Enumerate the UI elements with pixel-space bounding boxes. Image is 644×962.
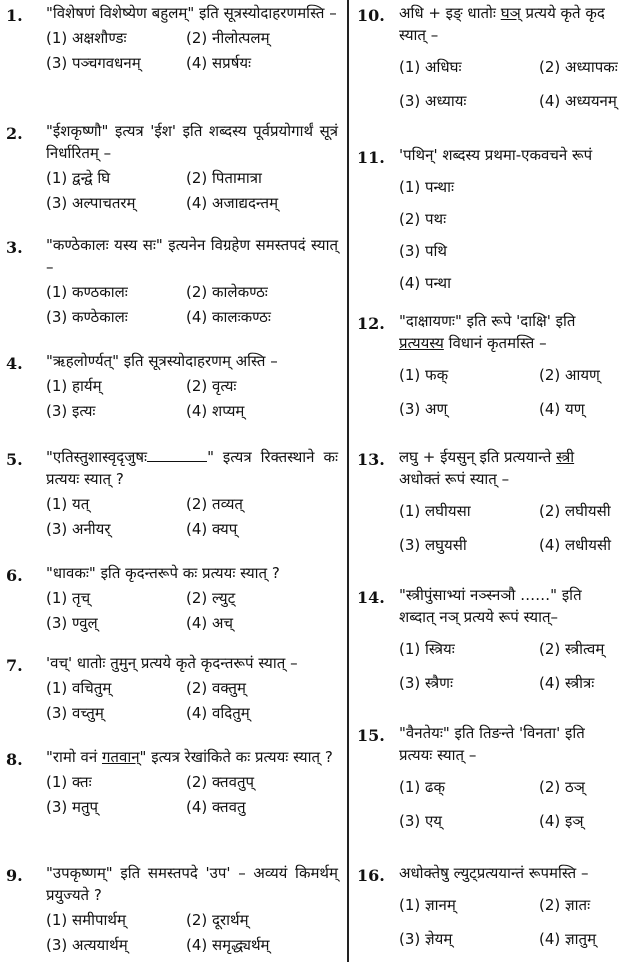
options — [399, 894, 644, 950]
option[interactable]: (2) वृत्यः — [186, 377, 237, 395]
stem-text: "एतिस्तुशास्वृदृजुषः — [46, 448, 148, 466]
options — [46, 167, 346, 214]
option[interactable]: (1) अधिघः — [399, 58, 462, 76]
question-12 — [351, 310, 644, 420]
question-number: 3. — [6, 238, 23, 257]
option[interactable]: (1) क्तः — [46, 773, 92, 791]
option[interactable]: (2) वक्तुम् — [186, 679, 246, 697]
option[interactable]: (3) स्त्रैणः — [399, 674, 454, 692]
options — [46, 493, 346, 540]
question-stem — [399, 2, 644, 46]
question-number: 6. — [6, 566, 23, 585]
option[interactable]: (3) लघुयसी — [399, 536, 467, 554]
underlined-word: प्रत्ययस्य — [399, 334, 444, 352]
stem-text: प्रत्ययः स्यात् – — [399, 746, 477, 764]
option[interactable]: (2) आयण् — [539, 366, 600, 384]
question-15 — [351, 722, 644, 832]
question-number: 1. — [6, 6, 23, 25]
options — [399, 776, 644, 832]
question-stem: अधोक्तेषु ल्युट्प्रत्ययान्तं रूपमस्ति – — [399, 864, 589, 882]
question-14 — [351, 584, 644, 694]
option[interactable]: (2) स्त्रीत्वम् — [539, 640, 605, 658]
question-number: 15. — [357, 726, 385, 745]
question-number: 13. — [357, 450, 385, 469]
option[interactable]: (4) लधीयसी — [539, 536, 612, 554]
question-number: 7. — [6, 656, 23, 675]
option[interactable]: (4) यण् — [539, 400, 585, 418]
option[interactable]: (3) मतुप् — [46, 798, 99, 816]
question-stem — [399, 310, 644, 354]
question-6 — [0, 562, 346, 634]
stem-text: "दाक्षायणः" इति रूपे 'दाक्षि' इति — [399, 312, 576, 330]
stem-text: "वैनतेयः" इति तिङन्ते 'विनता' इति — [399, 724, 585, 742]
question-stem — [399, 722, 644, 766]
option[interactable]: (3) पञ्चगवधनम् — [46, 54, 141, 72]
option[interactable]: (4) अध्ययनम् — [539, 92, 617, 110]
question-2 — [0, 120, 346, 214]
question-13 — [351, 446, 644, 556]
option[interactable]: (4) सप्रर्षयः — [186, 54, 252, 72]
option[interactable]: (3) पथि — [399, 242, 448, 260]
stem-text: शब्दात् नञ् प्रत्यये रूपं स्यात्– — [399, 608, 559, 626]
question-number: 2. — [6, 124, 23, 143]
option[interactable]: (3) अध्यायः — [399, 92, 467, 110]
option[interactable]: (3) एय् — [399, 812, 443, 830]
question-11 — [351, 144, 644, 294]
underlined-word: घञ् — [500, 4, 521, 22]
question-number: 16. — [357, 866, 385, 885]
option[interactable]: (1) यत् — [46, 495, 90, 513]
question-stem: "कण्ठेकालः यस्य सः" इत्यनेन विग्रहेण समस्तपदं स्यात् – — [46, 236, 338, 276]
question-number: 14. — [357, 588, 385, 607]
option[interactable]: (1) वचितुम् — [46, 679, 112, 697]
question-16 — [351, 862, 644, 950]
underlined-word: गतवान् — [101, 748, 140, 766]
options — [46, 771, 346, 818]
option[interactable]: (3) अनीयर् — [46, 520, 111, 538]
options — [399, 56, 644, 112]
option[interactable]: (2) ज्ञातः — [539, 896, 591, 914]
question-stem — [399, 446, 644, 490]
option[interactable]: (2) अध्यापकः — [539, 58, 618, 76]
question-number: 11. — [357, 148, 385, 167]
stem-text: विधानं कृतमस्ति – — [443, 334, 547, 352]
option[interactable]: (4) क्यप् — [186, 520, 238, 538]
column-divider — [347, 0, 349, 962]
option[interactable]: (1) अक्षशौण्डः — [46, 29, 127, 47]
option[interactable]: (3) अत्ययार्थम् — [46, 936, 128, 954]
stem-text: अधोक्तं रूपं स्यात् – — [399, 470, 510, 488]
option[interactable]: (2) ठञ् — [539, 778, 585, 796]
option[interactable]: (1) लघीयसा — [399, 502, 471, 520]
options — [399, 176, 644, 294]
question-stem — [46, 746, 338, 768]
option[interactable]: (2) क्तवतुप् — [186, 773, 255, 791]
option[interactable]: (4) अजाद्यदन्तम् — [186, 194, 279, 212]
question-3 — [0, 234, 346, 328]
option[interactable]: (3) कण्ठेकालः — [46, 308, 128, 326]
option[interactable]: (2) लघीयसी — [539, 502, 611, 520]
option[interactable]: (4) समृद्ध्यर्थम् — [186, 936, 270, 954]
options — [399, 500, 644, 556]
question-10 — [351, 2, 644, 112]
stem-text: " इत्यत्र रेखांकिते कः प्रत्ययः स्यात् ? — [139, 748, 333, 766]
option[interactable]: (2) तव्यत् — [186, 495, 243, 513]
option[interactable]: (4) स्त्रीत्रः — [539, 674, 595, 692]
fill-in-blank — [147, 447, 207, 462]
question-stem: "उपकृष्णम्" इति समस्तपदे 'उप' – अव्ययं किमर्थम् प्रयुज्यते ? — [46, 864, 338, 904]
options — [46, 677, 346, 724]
option[interactable]: (4) अच् — [186, 614, 234, 632]
option[interactable]: (4) ज्ञातुम् — [539, 930, 597, 948]
stem-text: स्यात् – — [399, 26, 439, 44]
option[interactable]: (2) दूरार्थम् — [186, 911, 249, 929]
stem-text: " इत्यत्र रिक्तस्थाने कः प्रत्ययः स्यात् ? — [46, 448, 338, 488]
option[interactable]: (2) पथः — [399, 210, 447, 228]
option[interactable]: (1) पन्थाः — [399, 178, 455, 196]
options — [46, 27, 346, 74]
option[interactable]: (4) वदितुम् — [186, 704, 250, 722]
option[interactable]: (3) ज्ञेयम् — [399, 930, 453, 948]
question-stem: "धावकः" इति कृदन्तरूपे कः प्रत्ययः स्यात् ? — [46, 564, 280, 582]
option[interactable]: (2) नीलोत्पलम् — [186, 29, 270, 47]
option[interactable]: (1) ढक् — [399, 778, 445, 796]
option[interactable]: (1) समीपार्थम् — [46, 911, 126, 929]
option[interactable]: (1) ज्ञानम् — [399, 896, 456, 914]
option[interactable]: (1) तृच् — [46, 589, 91, 607]
question-stem: 'पथिन्' शब्दस्य प्रथमा-एकवचने रूपं — [399, 146, 593, 164]
option[interactable]: (2) ल्युट् — [186, 589, 236, 607]
question-stem: "ऋहलोर्ण्यत्" इति सूत्रस्योदाहरणम् अस्ति – — [46, 352, 278, 370]
question-1 — [0, 2, 346, 74]
option[interactable]: (3) वच्तुम् — [46, 704, 104, 722]
underlined-word: स्त्री — [556, 448, 575, 466]
option[interactable]: (3) इत्यः — [46, 402, 96, 420]
options — [46, 587, 346, 634]
option[interactable]: (1) फक् — [399, 366, 449, 384]
question-number: 9. — [6, 866, 23, 885]
question-number: 4. — [6, 354, 23, 373]
option[interactable]: (3) अण् — [399, 400, 448, 418]
options — [46, 281, 346, 328]
option[interactable]: (1) द्वन्द्वे घि — [46, 169, 111, 187]
options — [399, 364, 644, 420]
option[interactable]: (3) ण्वुल् — [46, 614, 98, 632]
options — [399, 638, 644, 694]
option[interactable]: (4) कालःकण्ठः — [186, 308, 271, 326]
stem-text: लघु + ईयसुन् इति प्रत्ययान्ते — [399, 448, 557, 466]
question-5 — [0, 446, 346, 540]
option[interactable]: (4) शप्यम् — [186, 402, 245, 420]
option[interactable]: (4) क्तवतु — [186, 798, 246, 816]
question-9 — [0, 862, 346, 956]
question-7 — [0, 652, 346, 724]
option[interactable]: (2) पितामात्रा — [186, 169, 262, 187]
options — [46, 375, 346, 422]
question-stem — [399, 584, 644, 628]
question-stem: "विशेषणं विशेष्येण बहुलम्" इति सूत्रस्योदाहरणमस्ति – — [46, 4, 337, 22]
option[interactable]: (4) पन्था — [399, 274, 452, 292]
question-number: 8. — [6, 750, 23, 769]
question-number: 12. — [357, 314, 385, 333]
question-stem — [46, 446, 338, 490]
question-4 — [0, 350, 346, 422]
option[interactable]: (1) स्त्रियः — [399, 640, 455, 658]
question-number: 5. — [6, 450, 23, 469]
question-number: 10. — [357, 6, 385, 25]
question-8 — [0, 746, 346, 818]
stem-text: "रामो वनं — [46, 748, 102, 766]
stem-text: "स्त्रीपुंसाभ्यां नञ्स्नञौ ……" इति — [399, 586, 582, 604]
option[interactable]: (1) हार्यम् — [46, 377, 102, 395]
option[interactable]: (1) कण्ठकालः — [46, 283, 128, 301]
options — [46, 909, 346, 956]
right-column — [351, 0, 644, 962]
stem-text: अधि + इङ् धातोः — [399, 4, 501, 22]
option[interactable]: (4) इञ् — [539, 812, 584, 830]
question-stem: 'वच्' धातोः तुमुन् प्रत्यये कृते कृदन्तरूपं स्यात् – — [46, 654, 298, 672]
stem-text: प्रत्यये कृते कृद — [520, 4, 605, 22]
option[interactable]: (3) अल्पाचतरम् — [46, 194, 136, 212]
option[interactable]: (2) कालेकण्ठः — [186, 283, 268, 301]
question-stem: "ईशकृष्णौ" इत्यत्र 'ईश' इति शब्दस्य पूर्वप्रयोगार्थं सूत्रं निर्धारितम् – — [46, 122, 338, 162]
